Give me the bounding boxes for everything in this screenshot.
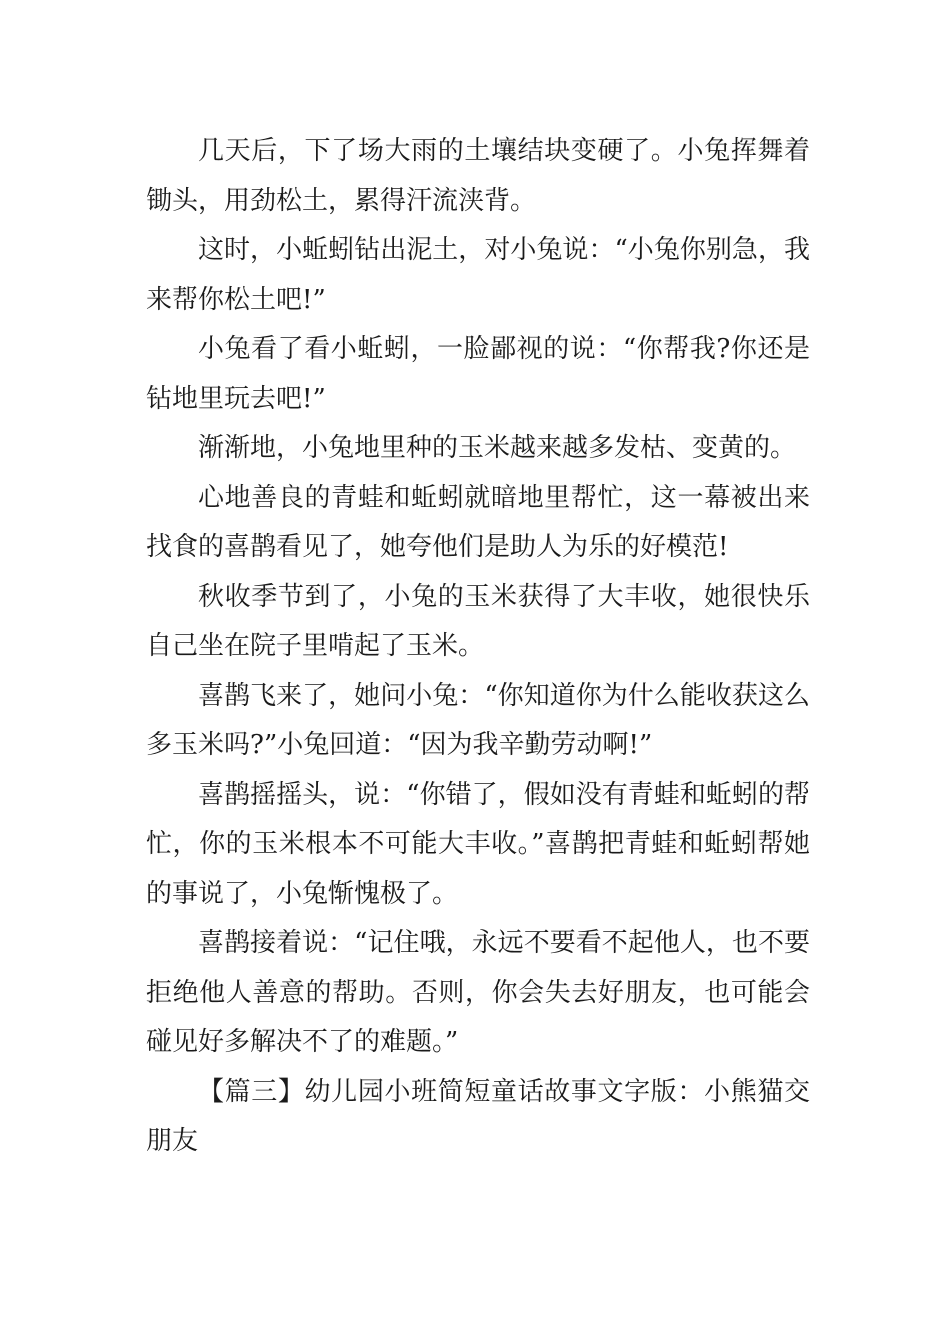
paragraph: 喜鹊接着说：“记住哦，永远不要看不起他人，也不要拒绝他人善意的帮助。否则，你会失去好朋友，也可能会碰见好多解决不了的难题。” <box>146 928 810 1057</box>
paragraph: 心地善良的青蛙和蚯蚓就暗地里帮忙，这一幕被出来找食的喜鹊看见了，她夸他们是助人为乐的好模范! <box>146 482 810 562</box>
section-heading: 【篇三】幼儿园小班简短童话故事文字版：小熊猫交朋友 <box>146 1076 810 1156</box>
paragraph: 秋收季节到了，小兔的玉米获得了大丰收，她很快乐自己坐在院子里啃起了玉米。 <box>146 581 810 661</box>
paragraph: 几天后，下了场大雨的土壤结块变硬了。小兔挥舞着锄头，用劲松土，累得汗流浃背。 <box>146 136 810 216</box>
paragraph: 小兔看了看小蚯蚓，一脸鄙视的说：“你帮我?你还是钻地里玩去吧!” <box>146 334 810 414</box>
document-page <box>146 127 810 1167</box>
paragraph: 喜鹊飞来了，她问小兔：“你知道你为什么能收获这么多玉米吗?”小兔回道：“因为我辛勤劳动啊!” <box>146 680 810 760</box>
paragraph: 渐渐地，小兔地里种的玉米越来越多发枯、变黄的。 <box>198 433 797 463</box>
paragraph: 喜鹊摇摇头，说：“你错了，假如没有青蛙和蚯蚓的帮忙，你的玉米根本不可能大丰收。”喜鹊把青蛙和蚯蚓帮她的事说了，小兔惭愧极了。 <box>146 779 810 909</box>
paragraph: 这时，小蚯蚓钻出泥土，对小兔说：“小兔你别急，我来帮你松土吧!” <box>146 235 810 315</box>
